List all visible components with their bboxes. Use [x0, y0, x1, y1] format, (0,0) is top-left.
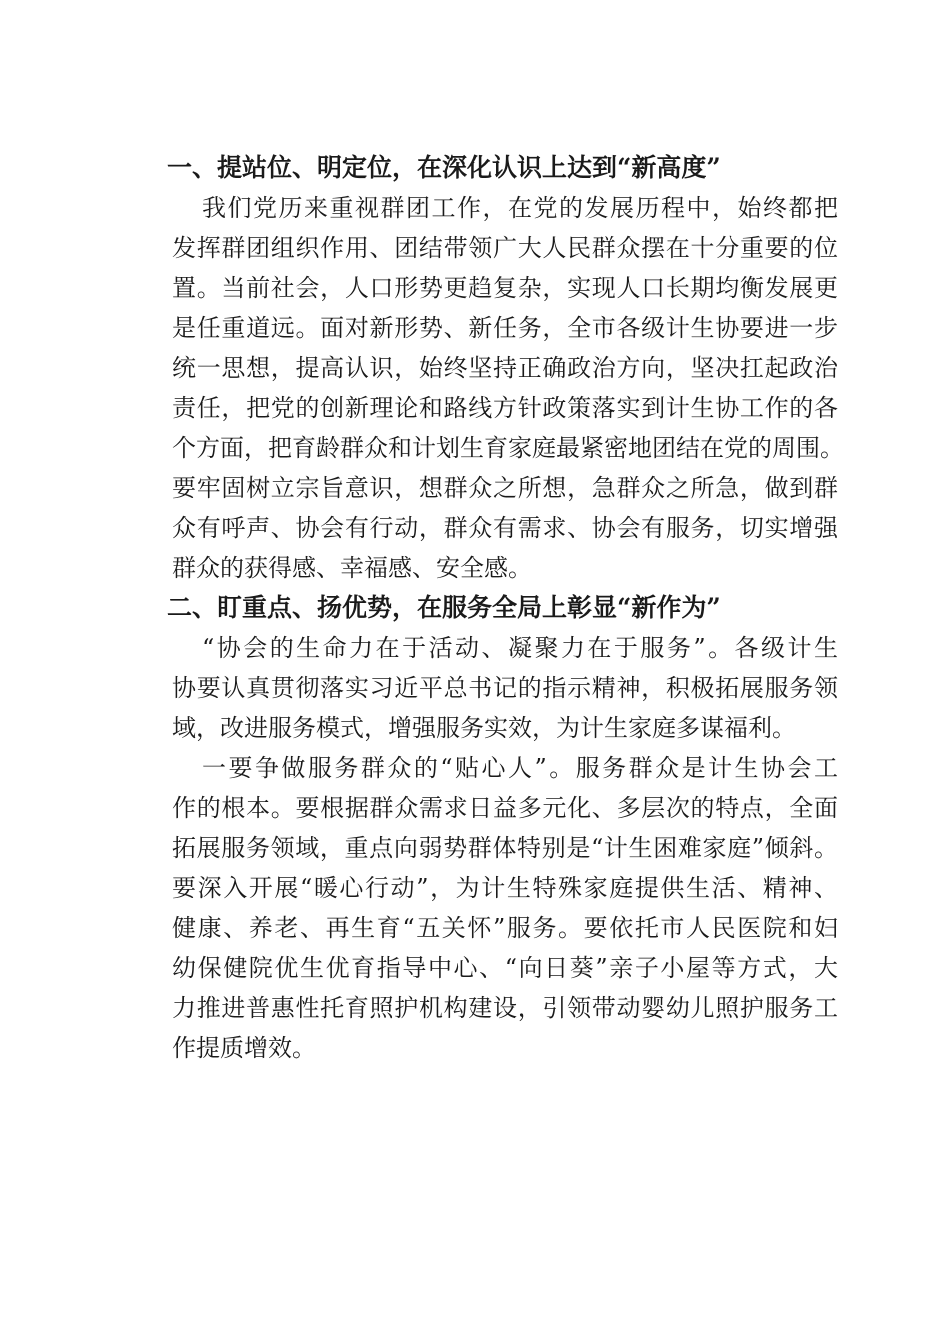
paragraph-line: 群众的获得感、幸福感、安全感。 — [172, 554, 532, 582]
paragraph-line: 域，改进服务模式，增强服务实效，为计生家庭多谋福利。 — [172, 714, 796, 742]
section-2-heading: 二、盯重点、扬优势，在服务全局上彰显“新作为” — [167, 593, 721, 622]
paragraph-line: 个方面，把育龄群众和计划生育家庭最紧密地团结在党的周围。 — [172, 434, 844, 462]
paragraph-line: 协要认真贯彻落实习近平总书记的指示精神，积极拓展服务领 — [172, 674, 838, 702]
section-1-paragraph — [142, 188, 844, 588]
paragraph-line: 幼保健院优生优育指导中心、“向日葵”亲子小屋等方式，大 — [172, 954, 838, 982]
paragraph-line: 拓展服务领域，重点向弱势群体特别是“计生困难家庭”倾斜。 — [172, 834, 838, 862]
paragraph-line: 作提质增效。 — [172, 1034, 316, 1062]
section-2-paragraph-1 — [142, 628, 838, 748]
section-2-paragraph-2 — [142, 748, 838, 1068]
paragraph-line: 要深入开展“暖心行动”，为计生特殊家庭提供生活、精神、 — [172, 874, 838, 902]
paragraph-line: 是任重道远。面对新形势、新任务，全市各级计生协要进一步 — [172, 314, 838, 342]
section-1-heading: 一、提站位、明定位，在深化认识上达到“新高度” — [167, 153, 721, 182]
paragraph-line: 要牢固树立宗旨意识，想群众之所想，急群众之所急，做到群 — [172, 474, 838, 502]
paragraph-line: 力推进普惠性托育照护机构建设，引领带动婴幼儿照护服务工 — [172, 994, 838, 1022]
paragraph-line: 健康、养老、再生育“五关怀”服务。要依托市人民医院和妇 — [172, 914, 838, 942]
paragraph-line: 置。当前社会，人口形势更趋复杂，实现人口长期均衡发展更 — [172, 274, 838, 302]
document-body — [142, 148, 844, 1068]
paragraph-line: 我们党历来重视群团工作，在党的发展历程中，始终都把 — [202, 194, 838, 222]
paragraph-line: “协会的生命力在于活动、凝聚力在于服务”。各级计生 — [202, 634, 838, 662]
paragraph-line: 发挥群团组织作用、团结带领广大人民群众摆在十分重要的位 — [172, 234, 838, 262]
paragraph-line: 众有呼声、协会有行动，群众有需求、协会有服务，切实增强 — [172, 514, 838, 542]
paragraph-line: 一要争做服务群众的“贴心人”。服务群众是计生协会工 — [202, 754, 838, 782]
paragraph-line: 统一思想，提高认识，始终坚持正确政治方向，坚决扛起政治 — [172, 354, 838, 382]
paragraph-line: 作的根本。要根据群众需求日益多元化、多层次的特点，全面 — [172, 794, 838, 822]
paragraph-line: 责任，把党的创新理论和路线方针政策落实到计生协工作的各 — [172, 394, 838, 422]
